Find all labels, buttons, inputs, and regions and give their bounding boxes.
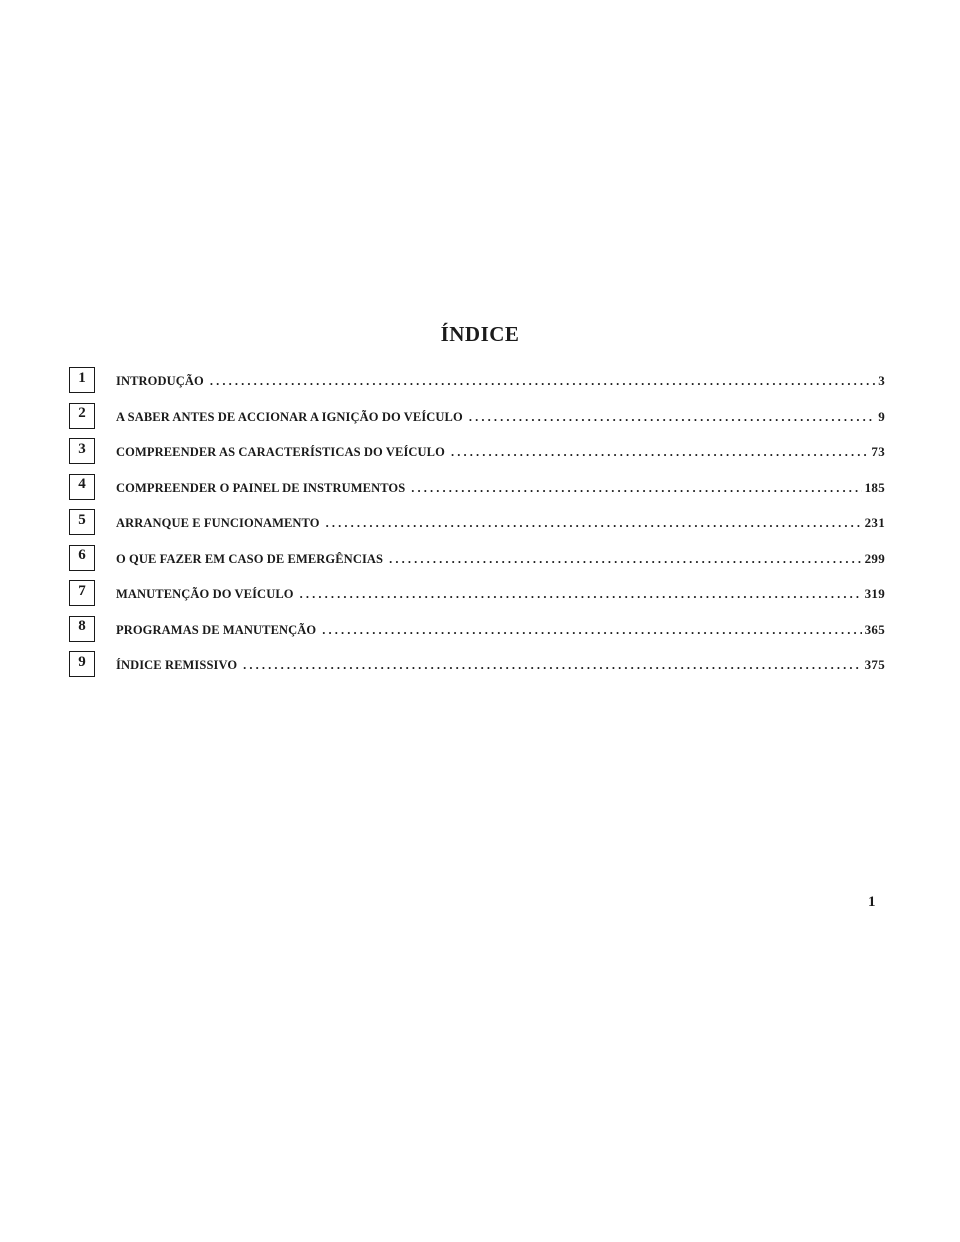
toc-entry-title[interactable]: ARRANQUE E FUNCIONAMENTO (116, 516, 320, 530)
toc-row-1[interactable] (69, 364, 889, 400)
toc-entry-page[interactable]: 231 (864, 515, 885, 530)
toc-entry-page[interactable]: 9 (878, 408, 885, 424)
chapter-tab[interactable]: 1 (69, 367, 95, 393)
chapter-tab[interactable]: 2 (69, 403, 95, 429)
toc-entry-title[interactable]: A SABER ANTES DE ACCIONAR A IGNIÇÃO DO VEÍCULO (116, 409, 463, 424)
toc-entry[interactable] (116, 515, 885, 531)
toc-row-9[interactable] (69, 648, 889, 684)
toc-entry[interactable] (116, 551, 885, 567)
chapter-tab[interactable]: 3 (69, 438, 95, 464)
toc-entry-page[interactable]: 319 (864, 586, 885, 601)
dot-leader (469, 410, 875, 425)
dot-leader (389, 552, 862, 567)
dot-leader (411, 481, 861, 496)
toc-entry[interactable] (116, 480, 885, 496)
toc-entry[interactable] (116, 444, 885, 460)
toc-entry[interactable] (116, 586, 885, 602)
toc-row-8[interactable] (69, 613, 889, 649)
toc-entry[interactable] (116, 657, 885, 673)
toc-entry-title[interactable]: COMPREENDER AS CARACTERÍSTICAS DO VEÍCULO (116, 445, 445, 459)
toc-entry-page[interactable]: 3 (878, 373, 885, 388)
dot-leader (322, 623, 861, 638)
toc-entry-page[interactable]: 185 (864, 479, 885, 495)
toc-row-3[interactable] (69, 435, 889, 471)
page-title: ÍNDICE (440, 322, 520, 346)
chapter-tab[interactable]: 5 (69, 509, 95, 535)
toc-row-6[interactable] (69, 542, 889, 578)
table-of-contents (69, 364, 889, 684)
toc-entry[interactable] (116, 373, 885, 389)
toc-entry-title[interactable]: COMPREENDER O PAINEL DE INSTRUMENTOS (116, 480, 406, 495)
toc-entry-title[interactable]: PROGRAMAS DE MANUTENÇÃO (116, 622, 317, 637)
toc-entry-title[interactable]: ÍNDICE REMISSIVO (116, 658, 238, 672)
toc-entry-page[interactable]: 73 (871, 444, 885, 459)
dot-leader (326, 516, 862, 531)
toc-entry-title[interactable]: O QUE FAZER EM CASO DE EMERGÊNCIAS (116, 551, 384, 566)
toc-entry-page[interactable]: 299 (864, 550, 885, 566)
toc-row-2[interactable] (69, 400, 889, 436)
dot-leader (451, 445, 868, 460)
dot-leader (243, 658, 861, 673)
toc-entry-page[interactable]: 365 (864, 621, 885, 637)
page-number: 1 (868, 894, 876, 910)
toc-entry[interactable] (116, 409, 885, 425)
chapter-tab[interactable]: 9 (69, 651, 95, 677)
chapter-tab[interactable]: 4 (69, 474, 95, 500)
chapter-tab[interactable]: 6 (69, 545, 95, 571)
toc-row-4[interactable] (69, 471, 889, 507)
dot-leader (210, 374, 875, 389)
toc-entry-title[interactable]: INTRODUÇÃO (116, 374, 204, 388)
toc-entry-title[interactable]: MANUTENÇÃO DO VEÍCULO (116, 587, 294, 601)
chapter-tab[interactable]: 7 (69, 580, 95, 606)
chapter-tab[interactable]: 8 (69, 616, 95, 642)
toc-entry-page[interactable]: 375 (864, 657, 885, 672)
toc-entry[interactable] (116, 622, 885, 638)
dot-leader (300, 587, 862, 602)
toc-row-5[interactable] (69, 506, 889, 542)
toc-row-7[interactable] (69, 577, 889, 613)
